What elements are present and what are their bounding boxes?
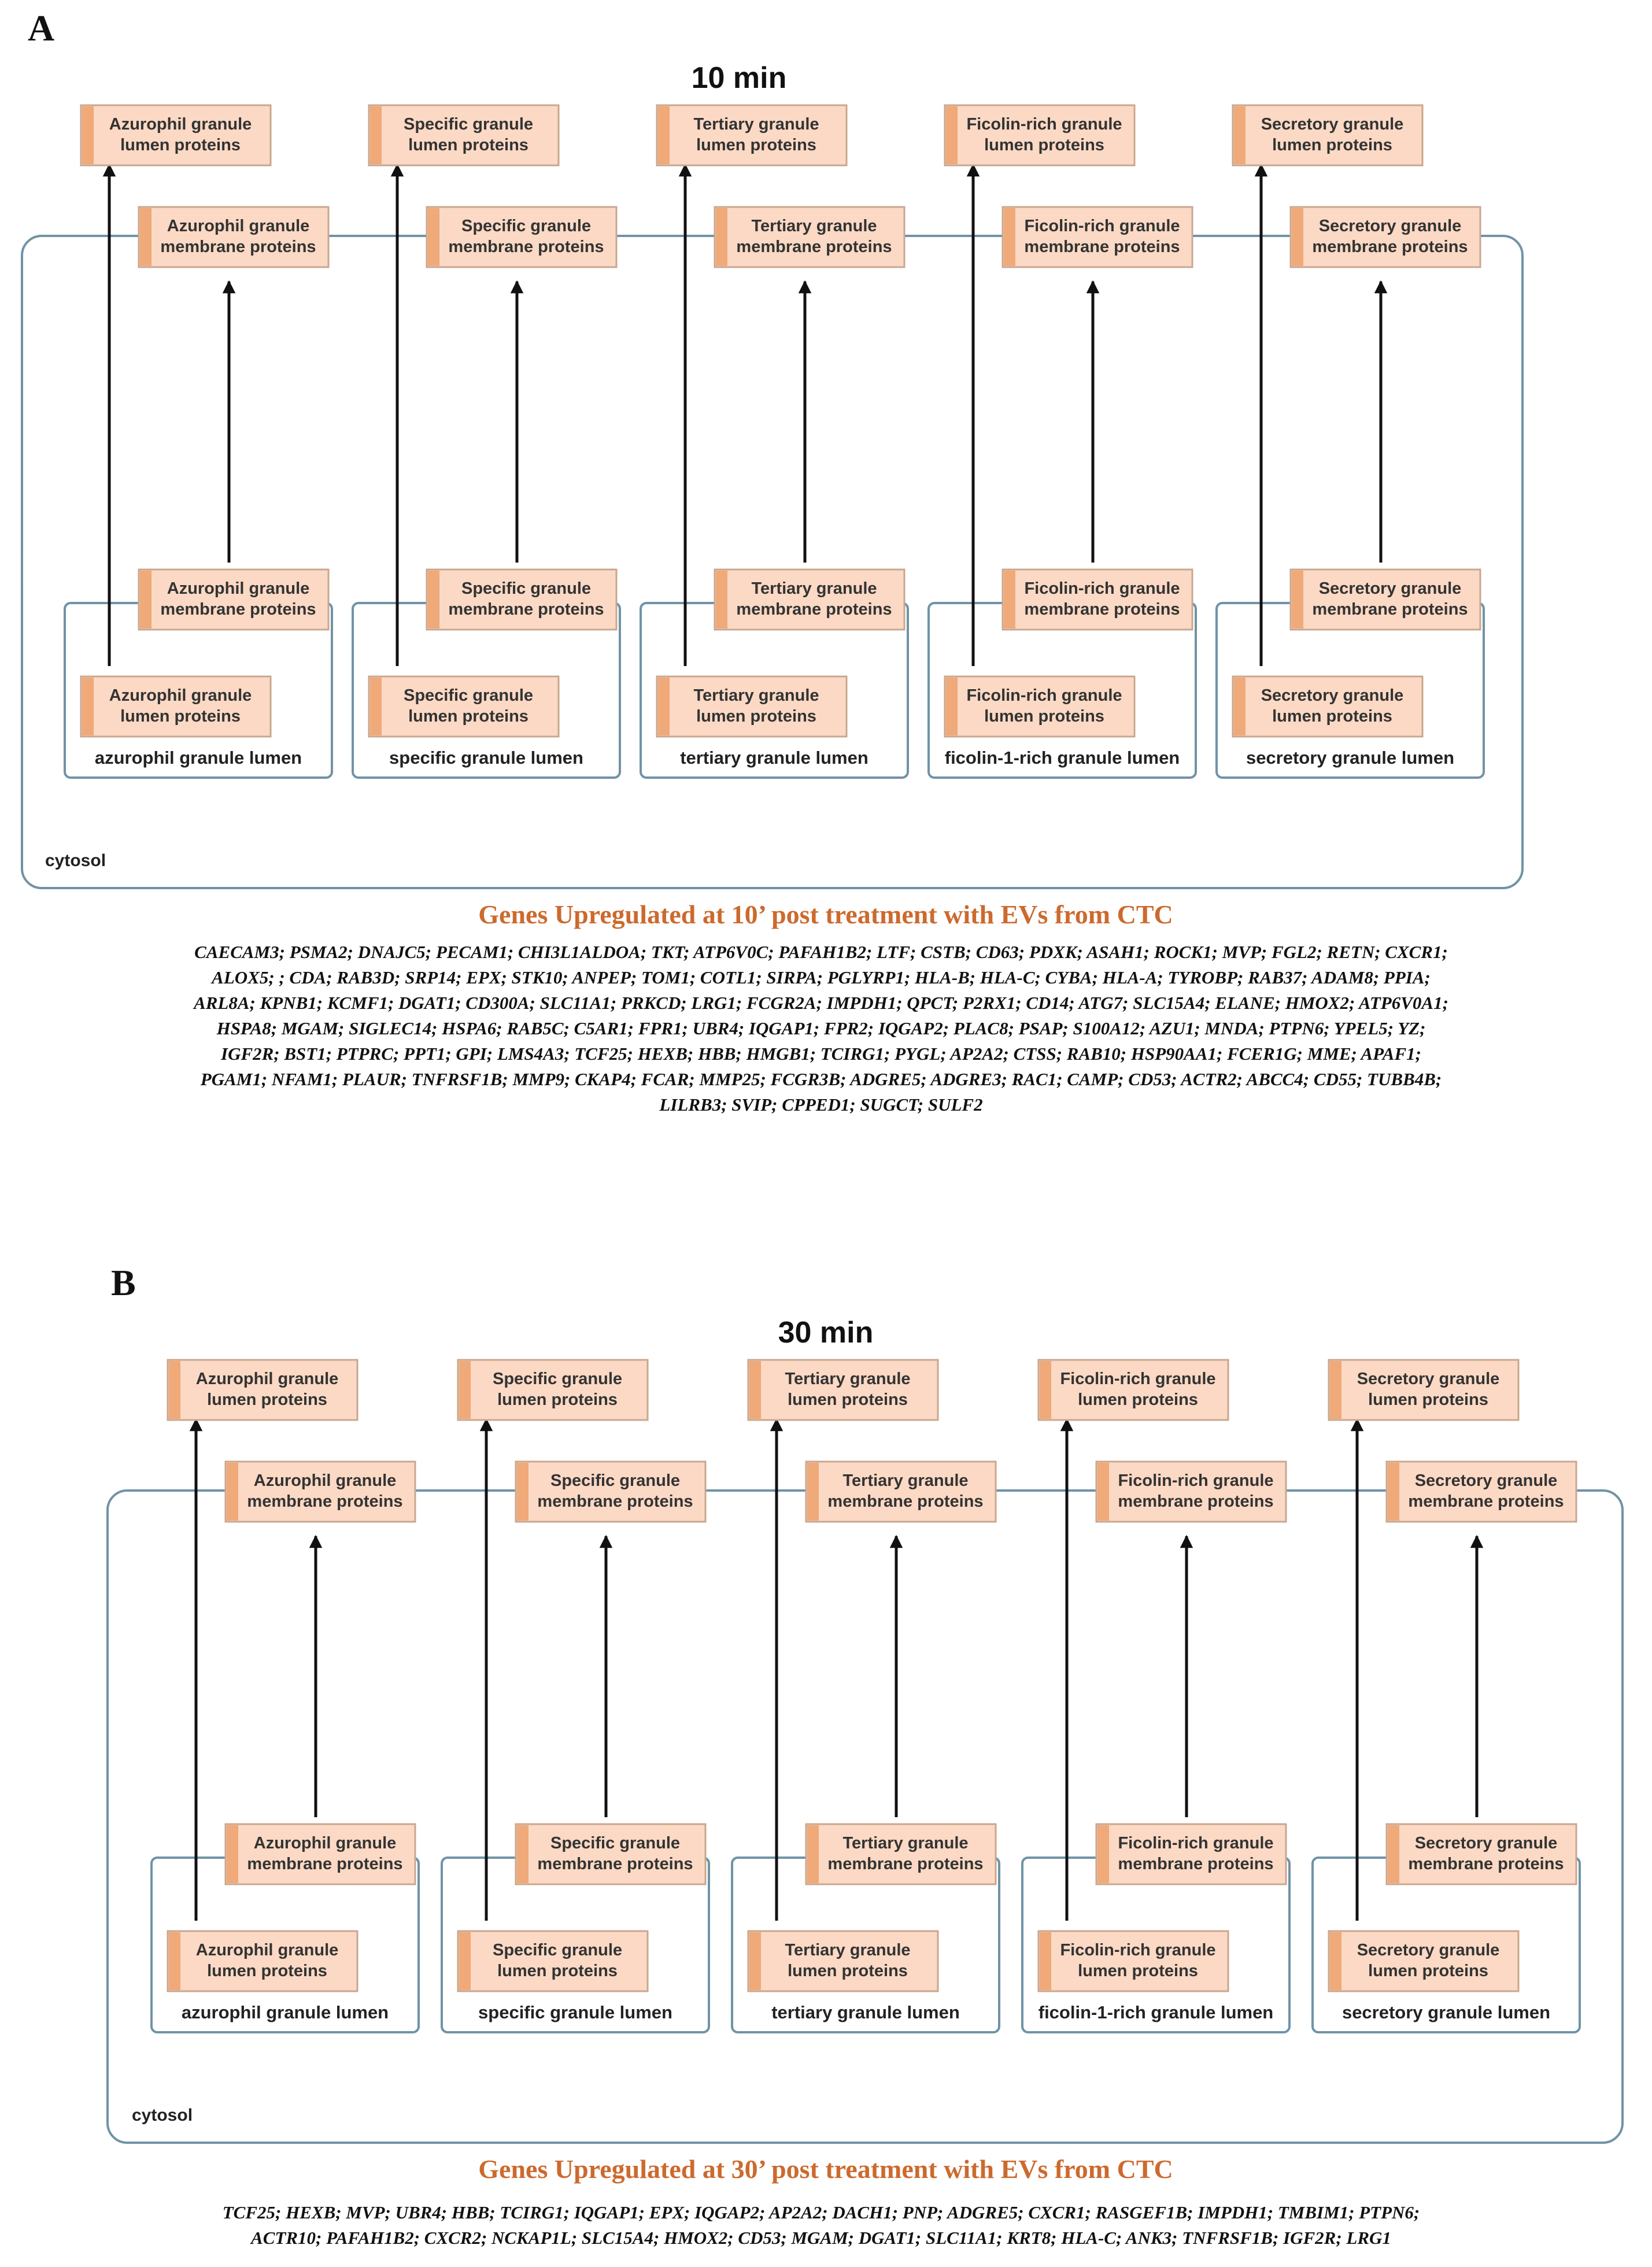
box-background: [81, 676, 271, 737]
box-accent-bar: [428, 208, 439, 266]
box-label-line: Specific granule: [550, 1834, 681, 1852]
compartment-label: specific granule lumen: [389, 748, 583, 768]
box-background: [516, 1462, 705, 1522]
box-label-line: Azurophil granule: [195, 1941, 339, 1959]
inner-lumen-protein-box: [1038, 1931, 1228, 1991]
box-label-line: lumen proteins: [984, 136, 1104, 154]
outer-membrane-protein-box: [1096, 1462, 1286, 1522]
box-background: [516, 1824, 705, 1884]
box-background: [748, 1931, 938, 1991]
inner-lumen-protein-box: [1233, 676, 1422, 737]
box-label-line: Azurophil granule: [167, 579, 310, 598]
box-label-line: Secretory granule: [1357, 1941, 1500, 1959]
box-background: [945, 105, 1134, 165]
box-accent-bar: [749, 1361, 761, 1419]
box-label-line: membrane proteins: [247, 1855, 403, 1873]
box-label-line: lumen proteins: [497, 1390, 618, 1409]
box-label-line: lumen proteins: [207, 1390, 327, 1409]
outer-lumen-protein-box: [945, 105, 1134, 165]
box-label-line: membrane proteins: [537, 1492, 693, 1511]
box-label-line: lumen proteins: [1368, 1390, 1488, 1409]
box-label-line: Ficolin-rich granule: [1118, 1471, 1274, 1490]
box-background: [81, 105, 271, 165]
inner-membrane-protein-box: [516, 1824, 705, 1884]
outer-lumen-protein-box: [369, 105, 559, 165]
gene-heading: Genes Upregulated at 10’ post treatment with EVs from CTC: [478, 900, 1173, 929]
box-background: [369, 105, 559, 165]
box-background: [427, 569, 616, 630]
gene-list-30min: TCF25; HEXB; MVP; UBR4; HBB; TCIRG1; IQGAP1; EPX; IQGAP2; AP2A2; DACH1; PNP; ADGRE5; CXCR1; RASGEF1B; IMPDH1; TMBIM1; PTPN6; ACTR10; PAFAH1B2; CXCR2; NCKAP1L; SLC15A4; HMOX2; CD53; MGAM; DGAT1; SLC11A1; KRT8; HLA-C; ANK3; TNFRSF1B; IGF2R; LRG1: [222, 2202, 1420, 2248]
box-label-line: Ficolin-rich granule: [1118, 1834, 1274, 1852]
inner-membrane-protein-box: [715, 569, 904, 630]
compartment-label: ficolin-1-rich granule lumen: [1038, 2002, 1274, 2022]
box-label-line: Secretory granule: [1318, 579, 1462, 598]
outer-lumen-protein-box: [1038, 1360, 1228, 1420]
box-label-line: Secretory granule: [1261, 115, 1404, 134]
box-label-line: Ficolin-rich granule: [1024, 579, 1180, 598]
inner-lumen-protein-box: [81, 676, 271, 737]
box-accent-bar: [227, 1825, 238, 1883]
box-label-line: Ficolin-rich granule: [1060, 1941, 1216, 1959]
box-label-line: membrane proteins: [827, 1492, 984, 1511]
box-background: [1291, 569, 1480, 630]
box-background: [1096, 1824, 1286, 1884]
compartment-label: tertiary granule lumen: [680, 748, 868, 768]
box-background: [1233, 105, 1422, 165]
box-label-line: membrane proteins: [827, 1855, 984, 1873]
box-accent-bar: [1097, 1825, 1109, 1883]
box-accent-bar: [459, 1932, 471, 1990]
panel-title: 30 min: [778, 1316, 874, 1349]
box-accent-bar: [517, 1463, 529, 1521]
inner-membrane-protein-box: [1003, 569, 1192, 630]
box-accent-bar: [1330, 1932, 1341, 1990]
box-label-line: lumen proteins: [788, 1962, 908, 1980]
compartment-label: secretory granule lumen: [1246, 748, 1455, 768]
box-accent-bar: [140, 208, 151, 266]
box-background: [1233, 676, 1422, 737]
outer-lumen-protein-box: [1329, 1360, 1518, 1420]
inner-membrane-protein-box: [1096, 1824, 1286, 1884]
box-label-line: membrane proteins: [1312, 238, 1468, 256]
box-label-line: lumen proteins: [497, 1962, 618, 1980]
gene-list-10min: CAECAM3; PSMA2; DNAJC5; PECAM1; CHI3L1ALDOA; TKT; ATP6V0C; PAFAH1B2; LTF; CSTB; CD63; PDXK; ASAH1; ROCK1; MVP; FGL2; RETN; CXCR1; ALOX5; ; CDA; RAB3D; SRP14; EPX; STK10; ANPEP; TOM1; COTL1; SIRPA; PGLYRP1; HLA-B; HLA-C; CYBA; HLA-A; TYROBP; RAB37; ADAM8; PPIA; ARL8A; KPNB1; KCMF1; DGAT1; CD300A; SLC11A1; PRKCD; LRG1; FCGR2A; IMPDH1; QPCT; P2RX1; CD14; ATG7; SLC15A4; ELANE; HMOX2; ATP6V0A1; HSPA8; MGAM; SIGLEC14; HSPA6; RAB5C; C5AR1; FPR1; UBR4; IQGAP1; FPR2; IQGAP2; PLAC8; PSAP; S100A12; AZU1; MNDA; PTPN6; YPEL5; YZ; IGF2R; BST1; PTPRC; PPT1; GPI; LMS4A3; TCF25; HEXB; HBB; HMGB1; TCIRG1; PYGL; AP2A2; CTSS; RAB10; HSP90AA1; FCER1G; MME; APAF1; PGAM1; NFAM1; PLAUR; TNFRSF1B; MMP9; CKAP4; FCAR; MMP25; FCGR3B; ADGRE5; ADGRE3; RAC1; CAMP; CD53; ACTR2; ABCC4; CD55; TUBB4B; LILRB3; SVIP; CPPED1; SUGCT; SULF2: [194, 942, 1448, 1115]
box-accent-bar: [1234, 106, 1246, 164]
box-label-line: Azurophil granule: [253, 1834, 397, 1852]
box-label-line: Tertiary granule: [751, 579, 877, 598]
box-background: [226, 1824, 415, 1884]
box-accent-bar: [1388, 1825, 1399, 1883]
box-background: [369, 676, 559, 737]
box-label-line: membrane proteins: [448, 600, 604, 619]
box-background: [1387, 1824, 1576, 1884]
box-label-line: Tertiary granule: [842, 1834, 969, 1852]
outer-lumen-protein-box: [168, 1360, 357, 1420]
box-label-line: lumen proteins: [696, 136, 816, 154]
box-accent-bar: [169, 1932, 180, 1990]
box-label-line: Ficolin-rich granule: [966, 686, 1122, 705]
box-label-line: Specific granule: [550, 1471, 681, 1490]
box-background: [168, 1931, 357, 1991]
outer-membrane-protein-box: [1291, 207, 1480, 267]
box-background: [1329, 1360, 1518, 1420]
gene-heading: Genes Upregulated at 30’ post treatment with EVs from CTC: [478, 2154, 1173, 2184]
box-label-line: Azurophil granule: [195, 1370, 339, 1388]
box-accent-bar: [1292, 208, 1303, 266]
box-label-line: Specific granule: [461, 579, 592, 598]
box-label-line: Tertiary granule: [751, 217, 877, 235]
box-label-line: membrane proteins: [160, 600, 316, 619]
box-label-line: Secretory granule: [1261, 686, 1404, 705]
box-background: [945, 676, 1134, 737]
box-background: [657, 105, 847, 165]
box-label-line: membrane proteins: [1024, 238, 1180, 256]
box-accent-bar: [1004, 208, 1015, 266]
box-accent-bar: [1234, 678, 1246, 735]
box-accent-bar: [1330, 1361, 1341, 1419]
box-label-line: Tertiary granule: [785, 1370, 911, 1388]
box-label-line: Azurophil granule: [167, 217, 310, 235]
box-background: [458, 1360, 648, 1420]
outer-membrane-protein-box: [1387, 1462, 1576, 1522]
box-label-line: Specific granule: [461, 217, 592, 235]
outer-lumen-protein-box: [657, 105, 847, 165]
box-accent-bar: [946, 106, 958, 164]
outer-membrane-protein-box: [1003, 207, 1192, 267]
box-background: [657, 676, 847, 737]
box-label-line: membrane proteins: [1024, 600, 1180, 619]
box-accent-bar: [749, 1932, 761, 1990]
cytosol-boundary: [108, 1491, 1623, 2143]
cytosol-label: cytosol: [132, 2106, 193, 2125]
box-label-line: lumen proteins: [788, 1390, 908, 1409]
box-label-line: Azurophil granule: [109, 686, 252, 705]
box-label-line: membrane proteins: [736, 600, 892, 619]
box-label-line: Tertiary granule: [842, 1471, 969, 1490]
box-label-line: Specific granule: [492, 1941, 623, 1959]
box-accent-bar: [459, 1361, 471, 1419]
outer-membrane-protein-box: [139, 207, 328, 267]
box-label-line: Specific granule: [403, 686, 534, 705]
box-label-line: lumen proteins: [696, 707, 816, 726]
box-label-line: Ficolin-rich granule: [966, 115, 1122, 134]
box-label-line: membrane proteins: [1118, 1492, 1274, 1511]
box-label-line: Ficolin-rich granule: [1024, 217, 1180, 235]
inner-membrane-protein-box: [1291, 569, 1480, 630]
box-background: [139, 569, 328, 630]
box-background: [226, 1462, 415, 1522]
box-accent-bar: [716, 571, 727, 628]
outer-lumen-protein-box: [458, 1360, 648, 1420]
inner-membrane-protein-box: [226, 1824, 415, 1884]
box-accent-bar: [517, 1825, 529, 1883]
box-accent-bar: [140, 571, 151, 628]
box-background: [1329, 1931, 1518, 1991]
inner-lumen-protein-box: [168, 1931, 357, 1991]
box-label-line: lumen proteins: [1078, 1962, 1198, 1980]
box-label-line: lumen proteins: [1272, 707, 1392, 726]
compartment-label: azurophil granule lumen: [181, 2002, 389, 2022]
box-accent-bar: [1388, 1463, 1399, 1521]
box-background: [1003, 569, 1192, 630]
box-label-line: Tertiary granule: [693, 686, 819, 705]
box-accent-bar: [1040, 1361, 1051, 1419]
compartment-label: tertiary granule lumen: [771, 2002, 960, 2022]
box-accent-bar: [370, 678, 382, 735]
inner-lumen-protein-box: [458, 1931, 648, 1991]
box-accent-bar: [658, 678, 670, 735]
inner-membrane-protein-box: [1387, 1824, 1576, 1884]
outer-lumen-protein-box: [748, 1360, 938, 1420]
panel-letter: B: [111, 1262, 136, 1303]
outer-membrane-protein-box: [226, 1462, 415, 1522]
box-label-line: membrane proteins: [736, 238, 892, 256]
box-label-line: lumen proteins: [207, 1962, 327, 1980]
box-label-line: lumen proteins: [1368, 1962, 1488, 1980]
box-background: [1038, 1360, 1228, 1420]
box-background: [715, 207, 904, 267]
box-accent-bar: [428, 571, 439, 628]
inner-membrane-protein-box: [427, 569, 616, 630]
box-label-line: membrane proteins: [247, 1492, 403, 1511]
box-label-line: Specific granule: [403, 115, 534, 134]
box-background: [1096, 1462, 1286, 1522]
box-label-line: membrane proteins: [1408, 1855, 1564, 1873]
box-accent-bar: [658, 106, 670, 164]
box-background: [806, 1462, 996, 1522]
box-background: [139, 207, 328, 267]
compartment-label: specific granule lumen: [478, 2002, 672, 2022]
box-accent-bar: [370, 106, 382, 164]
box-accent-bar: [1097, 1463, 1109, 1521]
outer-membrane-protein-box: [715, 207, 904, 267]
outer-membrane-protein-box: [516, 1462, 705, 1522]
box-label-line: Ficolin-rich granule: [1060, 1370, 1216, 1388]
box-accent-bar: [946, 678, 958, 735]
box-label-line: Azurophil granule: [253, 1471, 397, 1490]
box-label-line: lumen proteins: [120, 707, 241, 726]
box-label-line: membrane proteins: [1408, 1492, 1564, 1511]
box-label-line: lumen proteins: [408, 136, 529, 154]
box-accent-bar: [1040, 1932, 1051, 1990]
box-label-line: membrane proteins: [1118, 1855, 1274, 1873]
inner-lumen-protein-box: [369, 676, 559, 737]
box-background: [168, 1360, 357, 1420]
box-label-line: Azurophil granule: [109, 115, 252, 134]
box-label-line: membrane proteins: [160, 238, 316, 256]
box-label-line: Specific granule: [492, 1370, 623, 1388]
outer-membrane-protein-box: [806, 1462, 996, 1522]
box-accent-bar: [82, 678, 94, 735]
box-label-line: lumen proteins: [1078, 1390, 1198, 1409]
box-background: [1387, 1462, 1576, 1522]
inner-membrane-protein-box: [139, 569, 328, 630]
box-background: [1038, 1931, 1228, 1991]
panel-title: 10 min: [691, 61, 787, 95]
box-label-line: membrane proteins: [537, 1855, 693, 1873]
compartment-label: ficolin-1-rich granule lumen: [944, 748, 1180, 768]
compartment-label: secretory granule lumen: [1341, 2002, 1551, 2022]
box-label-line: Secretory granule: [1318, 217, 1462, 235]
inner-membrane-protein-box: [806, 1824, 996, 1884]
box-accent-bar: [716, 208, 727, 266]
box-background: [1291, 207, 1480, 267]
box-label-line: Tertiary granule: [693, 115, 819, 134]
box-accent-bar: [1004, 571, 1015, 628]
panel-letter: A: [28, 8, 55, 49]
box-label-line: Tertiary granule: [785, 1941, 911, 1959]
box-label-line: lumen proteins: [120, 136, 241, 154]
compartment-label: azurophil granule lumen: [94, 748, 302, 768]
box-label-line: lumen proteins: [1272, 136, 1392, 154]
box-label-line: membrane proteins: [1312, 600, 1468, 619]
outer-membrane-protein-box: [427, 207, 616, 267]
box-label-line: lumen proteins: [408, 707, 529, 726]
box-label-line: Secretory granule: [1357, 1370, 1500, 1388]
box-accent-bar: [1292, 571, 1303, 628]
cytosol-label: cytosol: [45, 851, 106, 870]
box-background: [458, 1931, 648, 1991]
box-background: [427, 207, 616, 267]
box-accent-bar: [807, 1463, 819, 1521]
inner-lumen-protein-box: [945, 676, 1134, 737]
box-background: [748, 1360, 938, 1420]
box-accent-bar: [82, 106, 94, 164]
box-accent-bar: [169, 1361, 180, 1419]
inner-lumen-protein-box: [1329, 1931, 1518, 1991]
outer-lumen-protein-box: [81, 105, 271, 165]
box-label-line: membrane proteins: [448, 238, 604, 256]
box-background: [715, 569, 904, 630]
box-background: [1003, 207, 1192, 267]
box-label-line: Secretory granule: [1414, 1834, 1558, 1852]
outer-lumen-protein-box: [1233, 105, 1422, 165]
box-label-line: lumen proteins: [984, 707, 1104, 726]
box-background: [806, 1824, 996, 1884]
inner-lumen-protein-box: [748, 1931, 938, 1991]
box-label-line: Secretory granule: [1414, 1471, 1558, 1490]
inner-lumen-protein-box: [657, 676, 847, 737]
cytosol-boundary: [22, 236, 1522, 888]
box-accent-bar: [227, 1463, 238, 1521]
box-accent-bar: [807, 1825, 819, 1883]
